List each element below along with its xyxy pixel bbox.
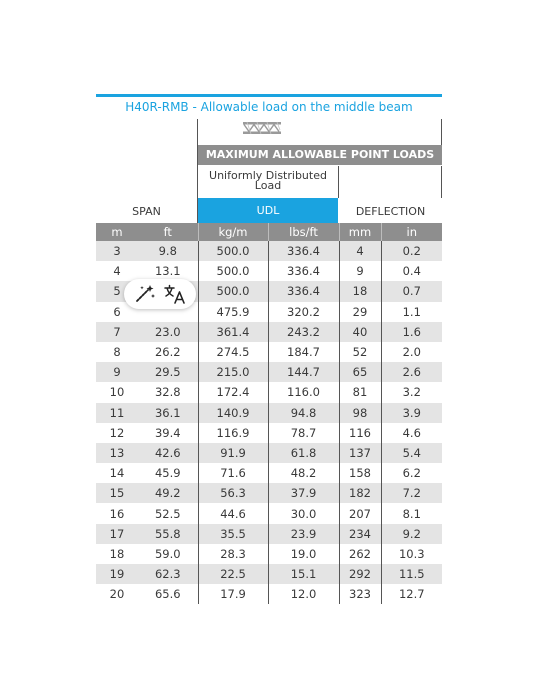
cell-span-m: 8 — [96, 342, 138, 362]
cell-udl-lbs-ft: 48.2 — [268, 463, 339, 483]
col-header-ft: ft — [138, 223, 198, 241]
table-row — [96, 503, 442, 523]
cell-span-m: 20 — [96, 584, 138, 604]
cell-udl-lbs-ft: 12.0 — [268, 584, 339, 604]
max-point-loads-band: MAXIMUM ALLOWABLE POINT LOADS — [198, 145, 442, 165]
cell-span-m: 3 — [96, 241, 138, 261]
header-divider-right-mid — [441, 166, 442, 198]
col-header-mm: mm — [339, 223, 381, 241]
cell-span-m: 11 — [96, 403, 138, 423]
cell-span-m: 17 — [96, 524, 138, 544]
truss-beam-icon — [242, 121, 282, 135]
cell-deflection-mm: 137 — [339, 443, 381, 463]
cell-udl-kg-m: 274.5 — [198, 342, 268, 362]
cell-span-m: 7 — [96, 322, 138, 342]
cell-span-ft: 55.8 — [138, 524, 198, 544]
floating-action-toolbar — [124, 279, 196, 309]
cell-deflection-in: 0.4 — [381, 261, 442, 281]
cell-deflection-in: 4.6 — [381, 423, 442, 443]
header-divider-right-top — [441, 119, 442, 145]
table-row — [96, 584, 442, 604]
translate-icon — [162, 282, 188, 306]
translate-button[interactable] — [162, 282, 188, 306]
span-label: SPAN — [132, 205, 161, 218]
udl-band: UDL — [198, 198, 338, 223]
cell-span-ft: 52.5 — [138, 503, 198, 523]
cell-deflection-in: 0.7 — [381, 281, 442, 301]
table-row — [96, 322, 442, 342]
cell-span-m: 16 — [96, 503, 138, 523]
cell-deflection-mm: 207 — [339, 503, 381, 523]
cell-span-ft: 36.1 — [138, 403, 198, 423]
cell-deflection-in: 7.2 — [381, 483, 442, 503]
table-row — [96, 564, 442, 584]
table-row — [96, 443, 442, 463]
cell-udl-lbs-ft: 19.0 — [268, 544, 339, 564]
cell-deflection-mm: 98 — [339, 403, 381, 423]
cell-span-m: 14 — [96, 463, 138, 483]
cell-udl-kg-m: 56.3 — [198, 483, 268, 503]
cell-deflection-mm: 323 — [339, 584, 381, 604]
table-title: H40R-RMB - Allowable load on the middle beam — [125, 100, 413, 114]
cell-deflection-mm: 234 — [339, 524, 381, 544]
cell-udl-kg-m: 71.6 — [198, 463, 268, 483]
cell-deflection-mm: 9 — [339, 261, 381, 281]
cell-span-m: 19 — [96, 564, 138, 584]
cell-span-ft: 45.9 — [138, 463, 198, 483]
cell-deflection-in: 1.1 — [381, 302, 442, 322]
cell-udl-lbs-ft: 61.8 — [268, 443, 339, 463]
cell-udl-kg-m: 116.9 — [198, 423, 268, 443]
cell-udl-lbs-ft: 336.4 — [268, 241, 339, 261]
cell-span-m: 13 — [96, 443, 138, 463]
deflection-label: DEFLECTION — [355, 205, 426, 218]
cell-deflection-mm: 182 — [339, 483, 381, 503]
cell-span-ft: 26.2 — [138, 342, 198, 362]
cell-span-ft: 42.6 — [138, 443, 198, 463]
col-header-kg-m: kg/m — [198, 223, 268, 241]
cell-deflection-mm: 4 — [339, 241, 381, 261]
cell-udl-lbs-ft: 336.4 — [268, 261, 339, 281]
table-row — [96, 241, 442, 261]
table-row — [96, 544, 442, 564]
cell-udl-kg-m: 500.0 — [198, 261, 268, 281]
cell-udl-lbs-ft: 30.0 — [268, 503, 339, 523]
cell-deflection-in: 2.6 — [381, 362, 442, 382]
cell-deflection-in: 12.7 — [381, 584, 442, 604]
col-header-lbs-ft: lbs/ft — [268, 223, 339, 241]
cell-span-ft: 59.0 — [138, 544, 198, 564]
table-row — [96, 403, 442, 423]
cell-deflection-in: 5.4 — [381, 443, 442, 463]
magic-wand-icon — [132, 282, 158, 306]
udl-description-line1: Uniformly Distributed — [209, 169, 327, 182]
table-row — [96, 463, 442, 483]
cell-udl-kg-m: 500.0 — [198, 241, 268, 261]
cell-udl-lbs-ft: 243.2 — [268, 322, 339, 342]
cell-span-m: 12 — [96, 423, 138, 443]
cell-span-ft: 13.1 — [138, 261, 198, 281]
cell-span-m: 6 — [96, 302, 138, 322]
cell-deflection-mm: 262 — [339, 544, 381, 564]
cell-udl-kg-m: 215.0 — [198, 362, 268, 382]
cell-deflection-in: 1.6 — [381, 322, 442, 342]
cell-span-ft: 49.2 — [138, 483, 198, 503]
cell-span-ft: 62.3 — [138, 564, 198, 584]
cell-span-ft: 65.6 — [138, 584, 198, 604]
cell-span-m: 15 — [96, 483, 138, 503]
cell-span-m: 18 — [96, 544, 138, 564]
cell-span-ft: 23.0 — [138, 322, 198, 342]
cell-span-m: 4 — [96, 261, 138, 281]
cell-udl-lbs-ft: 336.4 — [268, 281, 339, 301]
cell-deflection-mm: 158 — [339, 463, 381, 483]
cell-deflection-mm: 65 — [339, 362, 381, 382]
cell-span-m: 9 — [96, 362, 138, 382]
cell-deflection-in: 11.5 — [381, 564, 442, 584]
header-divider-mid — [338, 166, 339, 198]
col-header-m: m — [96, 223, 138, 241]
cell-deflection-in: 10.3 — [381, 544, 442, 564]
cell-deflection-in: 3.9 — [381, 403, 442, 423]
cell-udl-kg-m: 91.9 — [198, 443, 268, 463]
table-row — [96, 423, 442, 443]
table-row — [96, 483, 442, 503]
cell-deflection-mm: 18 — [339, 281, 381, 301]
cell-udl-kg-m: 475.9 — [198, 302, 268, 322]
cell-udl-kg-m: 17.9 — [198, 584, 268, 604]
cell-deflection-in: 6.2 — [381, 463, 442, 483]
cell-deflection-in: 9.2 — [381, 524, 442, 544]
table-row — [96, 342, 442, 362]
cell-udl-lbs-ft: 37.9 — [268, 483, 339, 503]
cell-span-m: 10 — [96, 382, 138, 402]
cell-deflection-mm: 116 — [339, 423, 381, 443]
col-header-in: in — [381, 223, 442, 241]
cell-deflection-mm: 81 — [339, 382, 381, 402]
table-row — [96, 382, 442, 402]
cell-deflection-in: 2.0 — [381, 342, 442, 362]
cell-span-ft: 29.5 — [138, 362, 198, 382]
unit-header-row — [96, 223, 442, 241]
cell-udl-lbs-ft: 78.7 — [268, 423, 339, 443]
cell-udl-lbs-ft: 15.1 — [268, 564, 339, 584]
udl-description — [198, 166, 338, 196]
cell-udl-lbs-ft: 116.0 — [268, 382, 339, 402]
load-table-sheet — [96, 94, 442, 604]
cell-udl-kg-m: 500.0 — [198, 281, 268, 301]
cell-udl-kg-m: 28.3 — [198, 544, 268, 564]
udl-description-line2: Load — [254, 179, 282, 192]
cell-deflection-in: 8.1 — [381, 503, 442, 523]
cell-deflection-mm: 292 — [339, 564, 381, 584]
cell-udl-kg-m: 44.6 — [198, 503, 268, 523]
cell-udl-lbs-ft: 94.8 — [268, 403, 339, 423]
cell-udl-kg-m: 361.4 — [198, 322, 268, 342]
cell-span-m: 5 — [96, 281, 138, 301]
cell-span-ft: 32.8 — [138, 382, 198, 402]
cell-deflection-mm: 29 — [339, 302, 381, 322]
cell-udl-lbs-ft: 23.9 — [268, 524, 339, 544]
cell-udl-kg-m: 140.9 — [198, 403, 268, 423]
cell-deflection-mm: 40 — [339, 322, 381, 342]
magic-wand-button[interactable] — [132, 282, 158, 306]
cell-udl-lbs-ft: 184.7 — [268, 342, 339, 362]
cell-udl-lbs-ft: 144.7 — [268, 362, 339, 382]
table-header-block — [96, 119, 442, 223]
cell-span-ft: 9.8 — [138, 241, 198, 261]
table-row — [96, 362, 442, 382]
cell-span-ft: 39.4 — [138, 423, 198, 443]
table-row — [96, 524, 442, 544]
cell-deflection-mm: 52 — [339, 342, 381, 362]
cell-udl-kg-m: 172.4 — [198, 382, 268, 402]
cell-udl-kg-m: 35.5 — [198, 524, 268, 544]
cell-deflection-in: 3.2 — [381, 382, 442, 402]
cell-deflection-in: 0.2 — [381, 241, 442, 261]
cell-udl-lbs-ft: 320.2 — [268, 302, 339, 322]
cell-udl-kg-m: 22.5 — [198, 564, 268, 584]
